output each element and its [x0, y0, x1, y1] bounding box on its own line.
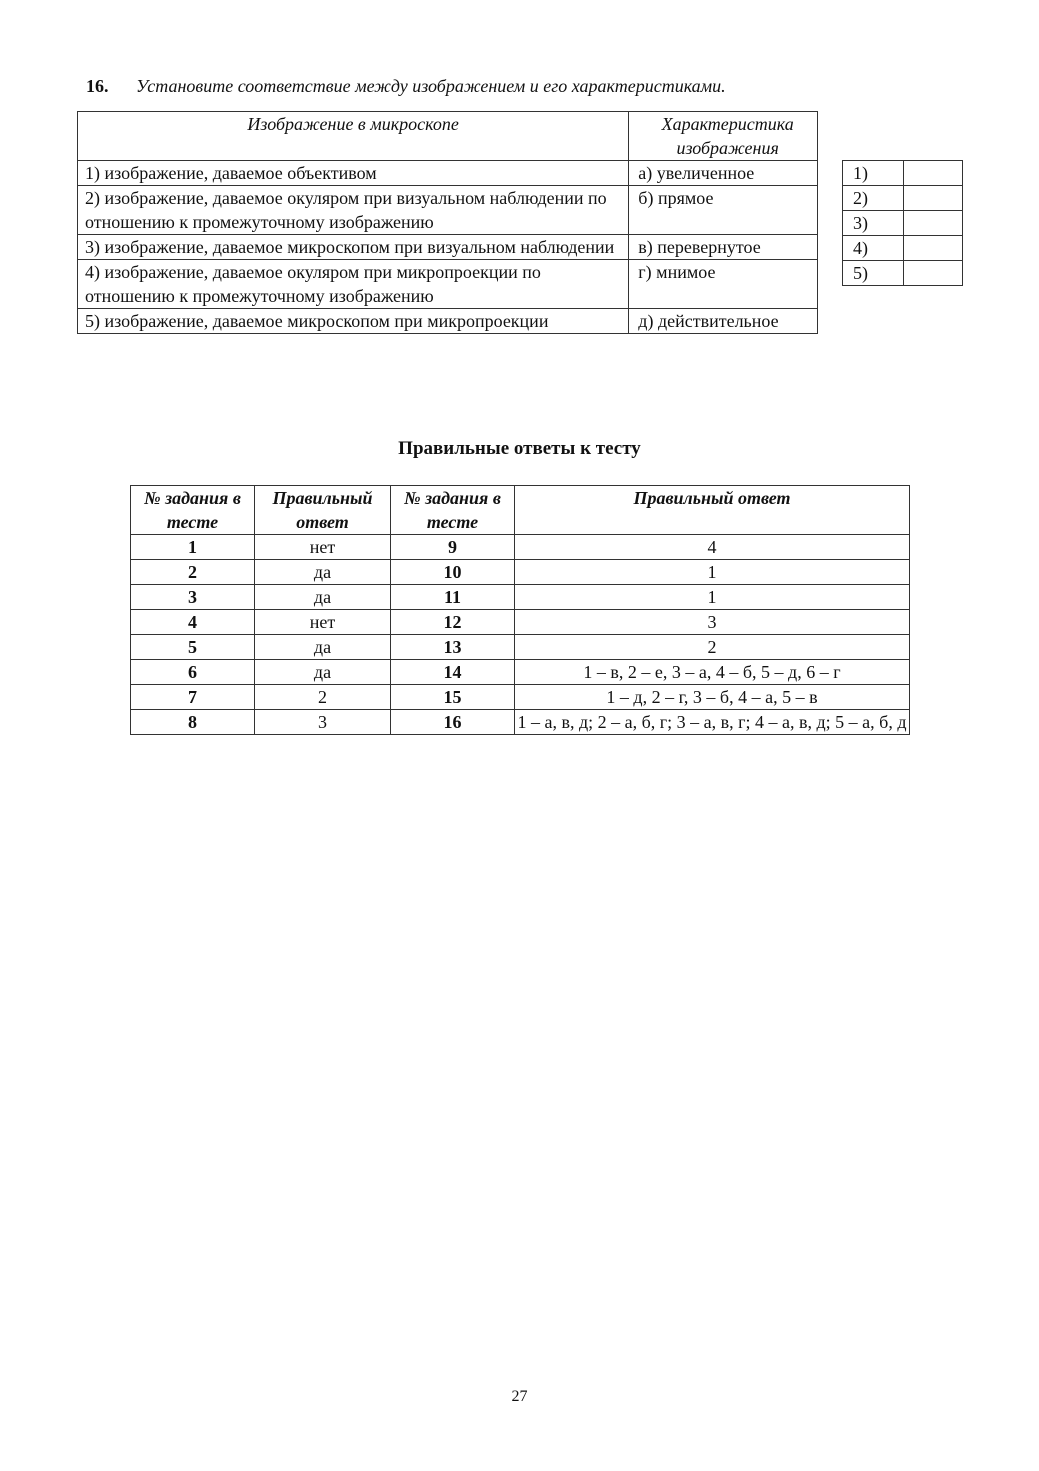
- answer-value: 1 – а, в, д; 2 – а, б, г; 3 – а, в, г; 4 – а, в, д; 5 – а, б, д: [515, 710, 910, 735]
- answer-blank[interactable]: [904, 236, 963, 261]
- answer-blank[interactable]: [904, 261, 963, 286]
- task-number: 2: [131, 560, 255, 585]
- matching-table-header: [78, 112, 818, 161]
- answer-value: 3: [255, 710, 391, 735]
- characteristic-cell: б) прямое: [629, 186, 818, 235]
- answer-value: 3: [515, 610, 910, 635]
- table-row: [131, 585, 910, 610]
- table-row: [131, 535, 910, 560]
- table-row: [78, 186, 818, 235]
- question-heading: [86, 76, 726, 97]
- answer-label: 4): [843, 236, 904, 261]
- table-row: [131, 610, 910, 635]
- task-number: 1: [131, 535, 255, 560]
- task-number: 12: [391, 610, 515, 635]
- answer-key-table: [130, 485, 910, 735]
- answer-blank[interactable]: [904, 186, 963, 211]
- answer-blank[interactable]: [904, 161, 963, 186]
- answer-value: нет: [255, 610, 391, 635]
- task-number: 8: [131, 710, 255, 735]
- header-characteristic: Характеристика изображения: [629, 112, 818, 161]
- table-row: [131, 635, 910, 660]
- answer-value: 2: [515, 635, 910, 660]
- answer-value: 1: [515, 560, 910, 585]
- task-number: 16: [391, 710, 515, 735]
- table-row: [78, 309, 818, 334]
- answers-title: Правильные ответы к тесту: [398, 438, 641, 459]
- image-cell: 4) изображение, даваемое окуляром при микропроекции по отношению к промежуточному изображению: [78, 260, 629, 309]
- matching-table: [77, 111, 818, 334]
- answer-blank[interactable]: [904, 211, 963, 236]
- page-number: 27: [511, 1388, 528, 1405]
- answer-label: 2): [843, 186, 904, 211]
- table-row: [131, 660, 910, 685]
- answer-grid: [842, 160, 963, 286]
- task-number: 14: [391, 660, 515, 685]
- answer-value: да: [255, 660, 391, 685]
- header-answer: Правильный ответ: [255, 486, 391, 535]
- table-row: [131, 710, 910, 735]
- task-number: 6: [131, 660, 255, 685]
- characteristic-cell: а) увеличенное: [629, 161, 818, 186]
- question-text: Установите соответствие между изображением и его характеристиками.: [136, 76, 726, 96]
- answer-label: 1): [843, 161, 904, 186]
- answer-value: 2: [255, 685, 391, 710]
- header-task-number: № задания в тесте: [131, 486, 255, 535]
- table-row: [131, 560, 910, 585]
- task-number: 7: [131, 685, 255, 710]
- image-cell: 1) изображение, даваемое объективом: [78, 161, 629, 186]
- image-cell: 5) изображение, даваемое микроскопом при микропроекции: [78, 309, 629, 334]
- task-number: 9: [391, 535, 515, 560]
- task-number: 11: [391, 585, 515, 610]
- task-number: 10: [391, 560, 515, 585]
- characteristic-cell: в) перевернутое: [629, 235, 818, 260]
- answer-label: 5): [843, 261, 904, 286]
- characteristic-cell: д) действительное: [629, 309, 818, 334]
- header-answer-2: Правильный ответ: [515, 486, 910, 535]
- image-cell: 2) изображение, даваемое окуляром при визуальном наблюдении по отношению к промежуточному изображению: [78, 186, 629, 235]
- answer-value: да: [255, 635, 391, 660]
- task-number: 5: [131, 635, 255, 660]
- answer-value: 1 – в, 2 – е, 3 – а, 4 – б, 5 – д, 6 – г: [515, 660, 910, 685]
- question-number: 16.: [86, 76, 109, 96]
- table-row: [78, 235, 818, 260]
- answer-value: 1: [515, 585, 910, 610]
- answer-value: 1 – д, 2 – г, 3 – б, 4 – а, 5 – в: [515, 685, 910, 710]
- header-task-number-2: № задания в тесте: [391, 486, 515, 535]
- answer-value: нет: [255, 535, 391, 560]
- header-image: Изображение в микроскопе: [78, 112, 629, 161]
- answer-key-header: [131, 486, 910, 535]
- table-row: [78, 161, 818, 186]
- task-number: 13: [391, 635, 515, 660]
- task-number: 3: [131, 585, 255, 610]
- image-cell: 3) изображение, даваемое микроскопом при визуальном наблюдении: [78, 235, 629, 260]
- task-number: 4: [131, 610, 255, 635]
- answer-value: да: [255, 585, 391, 610]
- answer-label: 3): [843, 211, 904, 236]
- table-row: [78, 260, 818, 309]
- characteristic-cell: г) мнимое: [629, 260, 818, 309]
- answer-value: 4: [515, 535, 910, 560]
- answer-value: да: [255, 560, 391, 585]
- task-number: 15: [391, 685, 515, 710]
- table-row: [131, 685, 910, 710]
